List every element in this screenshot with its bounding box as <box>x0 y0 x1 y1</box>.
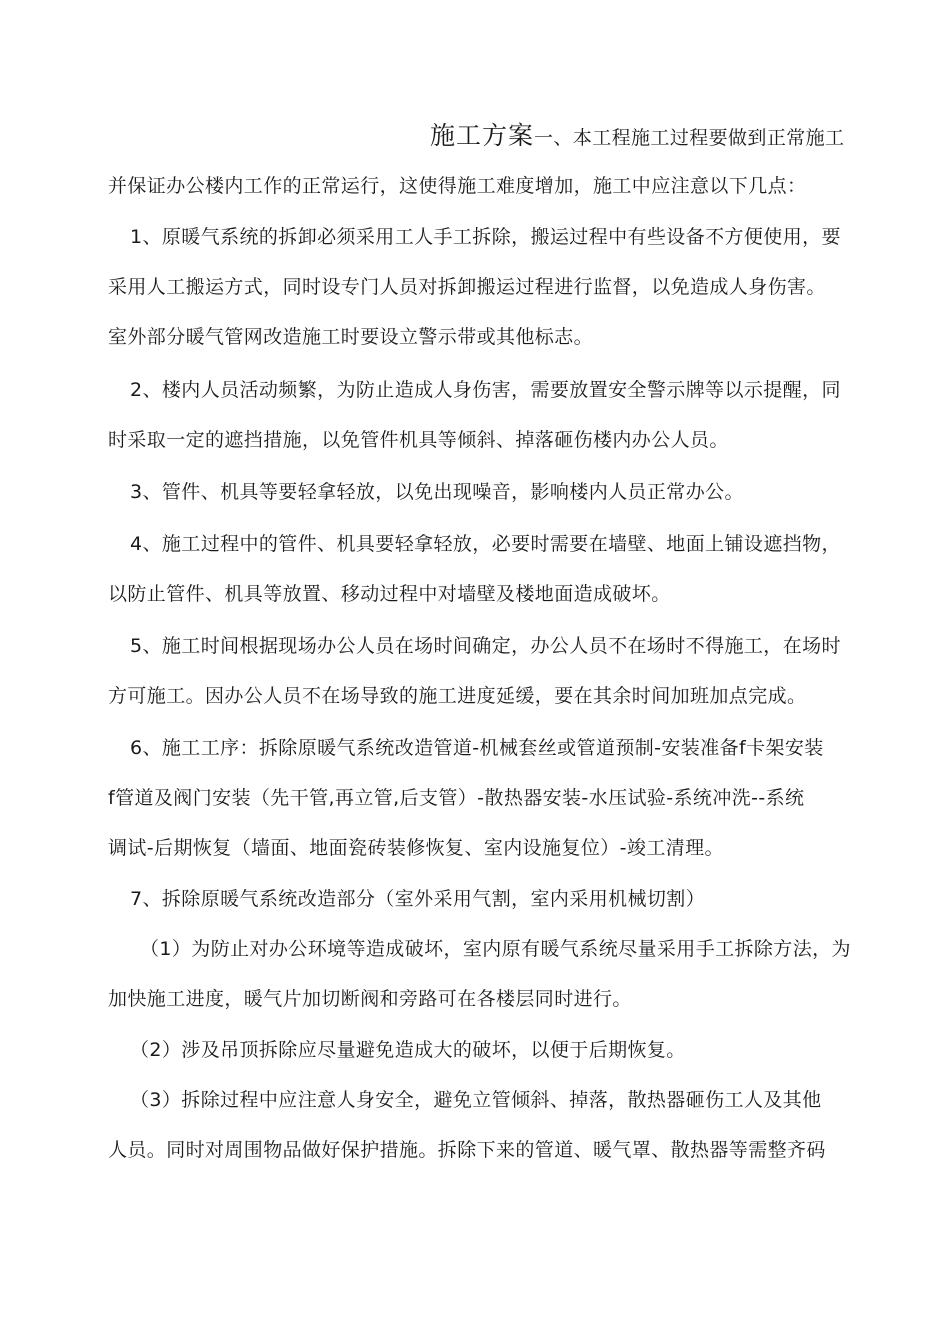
text-line: 采用人工搬运方式，同时设专门人员对拆卸搬运过程进行监督，以免造成人身伤害。 <box>108 276 826 298</box>
text-line: （1）为防止对办公环境等造成破坏，室内原有暖气系统尽量采用手工拆除方法，为 <box>140 938 851 960</box>
text-line: 5、施工时间根据现场办公人员在场时间确定，办公人员不在场时不得施工，在场时 <box>130 635 841 657</box>
document-title: 施工方案 <box>430 121 535 150</box>
text-line: （3）拆除过程中应注意人身安全，避免立管倾斜、掉落，散热器砸伤工人及其他 <box>130 1089 822 1111</box>
text-line: 加快施工进度，暖气片加切断阀和旁路可在各楼层同时进行。 <box>108 988 632 1010</box>
text-line: 人员。同时对周围物品做好保护措施。拆除下来的管道、暖气罩、散热器等需整齐码 <box>108 1139 826 1161</box>
text-line: 7、拆除原暖气系统改造部分（室外采用气割，室内采用机械切割） <box>130 888 706 910</box>
text-line: 4、施工过程中的管件、机具要轻拿轻放，必要时需要在墙壁、地面上铺设遮挡物， <box>130 533 841 555</box>
text-line: 6、施工工序：拆除原暖气系统改造管道-机械套丝或管道预制-安装准备f卡架安装 <box>130 737 824 759</box>
text-line: f管道及阀门安装（先干管,再立管,后支管）-散热器安装-水压试验-系统冲洗--系统 <box>108 787 805 809</box>
text-line: 以防止管件、机具等放置、移动过程中对墙壁及楼地面造成破坏。 <box>108 583 671 605</box>
text-line: 调试-后期恢复（墙面、地面瓷砖装修恢复、室内设施复位）-竣工清理。 <box>108 837 724 859</box>
text-line: 方可施工。因办公人员不在场导致的施工进度延缓，要在其余时间加班加点完成。 <box>108 685 807 707</box>
text-line: 时采取一定的遮挡措施，以免管件机具等倾斜、掉落砸伤楼内办公人员。 <box>108 429 729 451</box>
text-line: 室外部分暖气管网改造施工时要设立警示带或其他标志。 <box>108 326 594 348</box>
text-line: 3、管件、机具等要轻拿轻放，以免出现噪音，影响楼内人员正常办公。 <box>130 481 744 503</box>
text-line: 一、本工程施工过程要做到正常施工 <box>534 127 845 149</box>
text-line: 1、原暖气系统的拆卸必须采用工人手工拆除，搬运过程中有些设备不方便使用，要 <box>130 226 841 248</box>
text-line: 2、楼内人员活动频繁，为防止造成人身伤害，需要放置安全警示牌等以示提醒，同 <box>130 379 841 401</box>
heading-line <box>430 116 844 152</box>
text-line: 并保证办公楼内工作的正常运行，这使得施工难度增加，施工中应注意以下几点： <box>108 175 807 197</box>
text-line: （2）涉及吊顶拆除应尽量避免造成大的破坏，以便于后期恢复。 <box>130 1039 686 1061</box>
